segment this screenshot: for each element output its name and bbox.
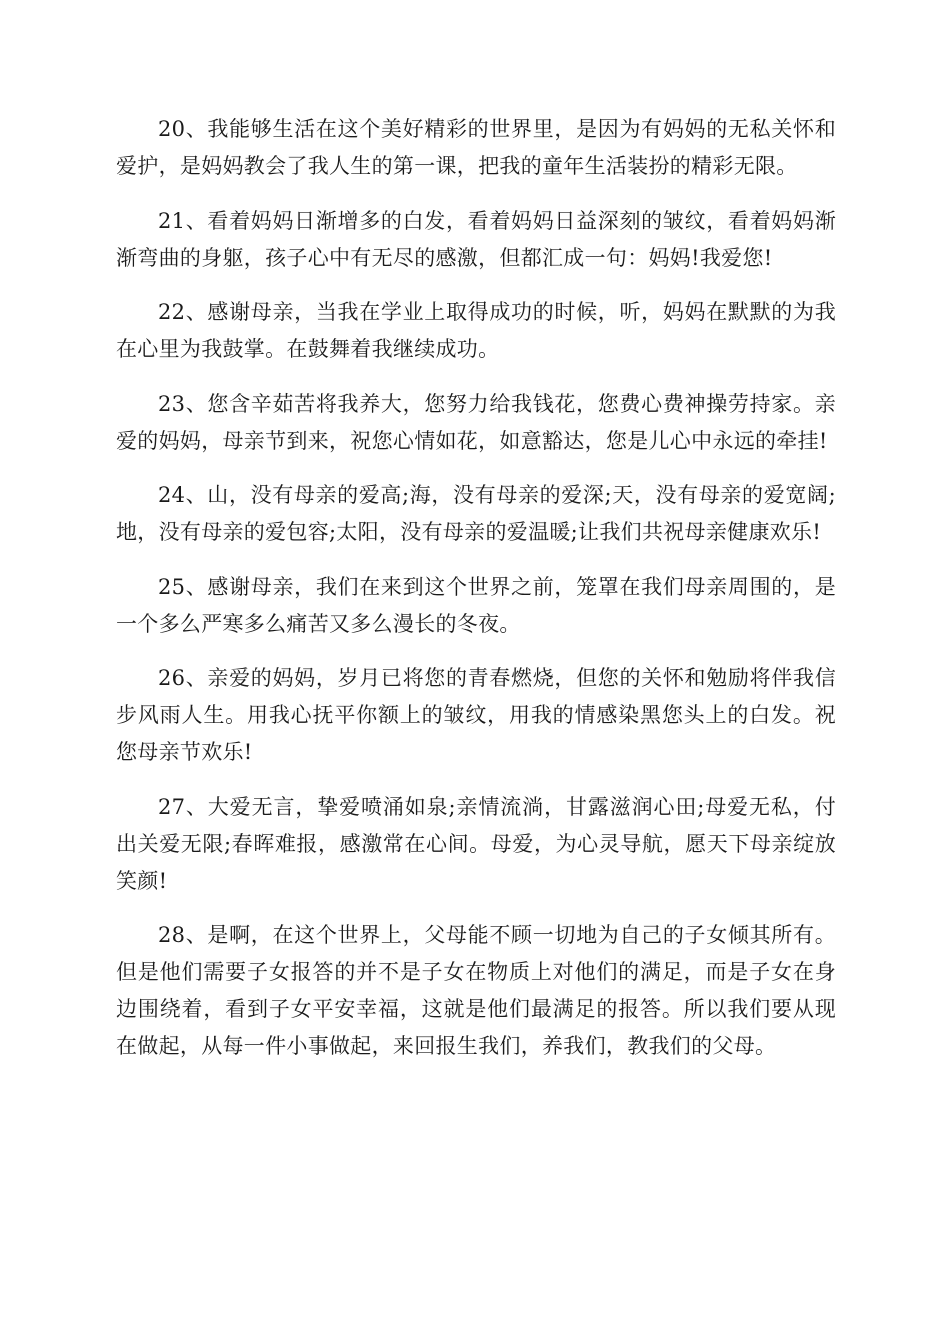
paragraph-25: 25、感谢母亲，我们在来到这个世界之前，笼罩在我们母亲周围的，是一个多么严寒多么痛苦又多么漫长的冬夜。 bbox=[116, 574, 836, 636]
paragraph-23: 23、您含辛茹苦将我养大，您努力给我钱花，您费心费神操劳持家。亲爱的妈妈，母亲节到来，祝您心情如花，如意豁达，您是儿心中永远的牵挂! bbox=[116, 391, 836, 453]
paragraph-26: 26、亲爱的妈妈，岁月已将您的青春燃烧，但您的关怀和勉励将伴我信步风雨人生。用我心抚平你额上的皱纹，用我的情感染黑您头上的白发。祝您母亲节欢乐! bbox=[116, 666, 836, 764]
paragraph-22: 22、感谢母亲，当我在学业上取得成功的时候，听，妈妈在默默的为我在心里为我鼓掌。在鼓舞着我继续成功。 bbox=[116, 300, 836, 361]
paragraph-28: 28、是啊，在这个世界上，父母能不顾一切地为自己的子女倾其所有。但是他们需要子女报答的并不是子女在物质上对他们的满足，而是子女在身边围绕着，看到子女平安幸福，这就是他们最满足的报答。所以我们要从现在做起，从每一件小事做起，来回报生我们，养我们，教我们的父母。 bbox=[116, 923, 836, 1058]
paragraph-21: 21、看着妈妈日渐增多的白发，看着妈妈日益深刻的皱纹，看着妈妈渐渐弯曲的身躯，孩子心中有无尽的感激，但都汇成一句：妈妈!我爱您! bbox=[116, 208, 836, 270]
document-body bbox=[116, 111, 836, 1083]
paragraph-24: 24、山，没有母亲的爱高;海，没有母亲的爱深;天，没有母亲的爱宽阔;地，没有母亲的爱包容;太阳，没有母亲的爱温暖;让我们共祝母亲健康欢乐! bbox=[116, 483, 836, 544]
paragraph-20: 20、我能够生活在这个美好精彩的世界里，是因为有妈妈的无私关怀和爱护，是妈妈教会了我人生的第一课，把我的童年生活装扮的精彩无限。 bbox=[116, 117, 836, 178]
paragraph-27: 27、大爱无言，挚爱喷涌如泉;亲情流淌，甘露滋润心田;母爱无私，付出关爱无限;春晖难报，感激常在心间。母爱，为心灵导航，愿天下母亲绽放笑颜! bbox=[116, 794, 836, 893]
